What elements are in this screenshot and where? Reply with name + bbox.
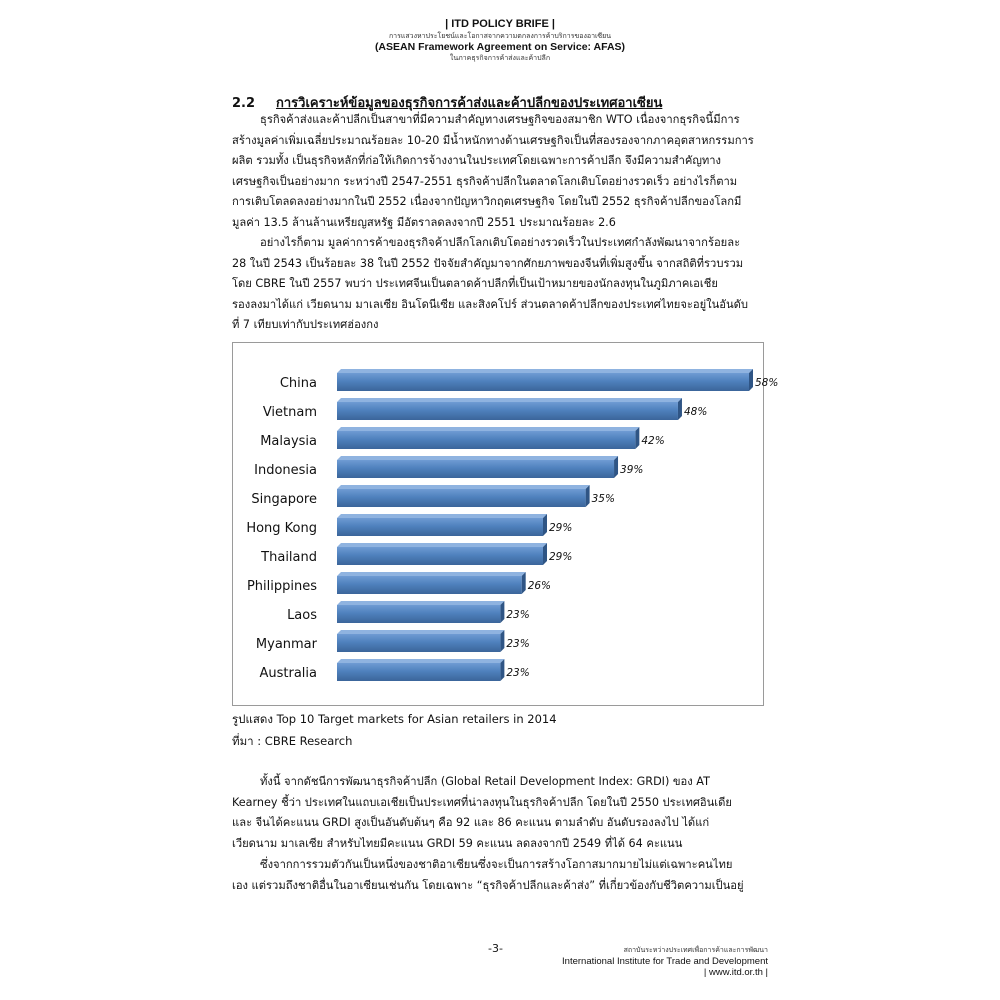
brief-title: | ITD POLICY BRIFE |: [445, 18, 555, 30]
paragraph-line: ผลิต รวมทั้ง เป็นธุรกิจหลักที่ก่อให้เกิดการจ้างงานในประเทศโดยเฉพาะการค้าปลีก จึงมีความสำคัญทาง: [232, 154, 722, 167]
category-label: Australia: [259, 666, 317, 681]
paragraph-line: มูลค่า 13.5 ล้านล้านเหรียญสหรัฐ มีอัตราลดลงจากปี 2551 ประมาณร้อยละ 2.6: [232, 215, 616, 229]
bar-top-face: [337, 601, 504, 605]
paragraph-grdi: [232, 772, 768, 854]
value-label: 23%: [506, 667, 530, 679]
paragraph-line: ซึ่งจากการรวมตัวกันเป็นหนึ่งของชาติอาเซียนซึ่งจะเป็นการสร้างโอกาสมากมายไม่แต่เฉพาะคนไทย: [260, 858, 733, 871]
category-label: Philippines: [246, 579, 317, 594]
category-label: Thailand: [261, 550, 317, 565]
bar-top-face: [337, 630, 504, 634]
paragraph-developing-markets: [232, 233, 768, 336]
figure-caption: รูปแสดง Top 10 Target markets for Asian retailers in 2014: [232, 712, 557, 726]
value-label: 48%: [683, 406, 708, 418]
bar-top-face: [337, 543, 547, 547]
target-markets-chart: [232, 342, 779, 706]
paragraph-line: เศรษฐกิจเป็นอย่างมาก ระหว่างปี 2547-2551 ธุรกิจค้าปลีกในตลาดโลกเติบโตอย่างรวดเร็ว อย่างไรก็ตาม: [232, 174, 738, 188]
category-label: Hong Kong: [246, 521, 317, 536]
paragraph-line: 28 ในปี 2543 เป็นร้อยละ 38 ในปี 2552 ปัจจัยสำคัญมาจากศักยภาพของจีนที่เพิ่มสูงขึ้น จากสถิติที่รวบรวม: [232, 256, 744, 270]
paragraph-asean-integration: [232, 855, 768, 896]
paragraph-line: ธุรกิจค้าส่งและค้าปลีกเป็นสาขาที่มีความสำคัญทางเศรษฐกิจของสมาชิก WTO เนื่องจากธุรกิจนี้มีการ: [260, 113, 740, 126]
bar-top-face: [337, 427, 639, 431]
category-label: Myanmar: [255, 637, 317, 652]
paragraph-line: ที่ 7 เทียบเท่ากับประเทศฮ่องกง: [232, 318, 379, 331]
page-footer: [562, 945, 768, 978]
category-label: Vietnam: [262, 405, 317, 420]
bar-top-face: [337, 369, 753, 373]
paragraph-line: อย่างไรก็ตาม มูลค่าการค้าของธุรกิจค้าปลีกโลกเติบโตอย่างรวดเร็วในประเทศกำลังพัฒนาจากร้อยละ: [260, 236, 741, 249]
value-label: 29%: [549, 551, 573, 563]
paragraph-retail-overview: [232, 110, 768, 233]
value-label: 58%: [755, 377, 779, 389]
bar-top-face: [337, 485, 590, 489]
page-header: [0, 18, 1000, 62]
bar-laos: [337, 605, 500, 623]
afas-title: (ASEAN Framework Agreement on Service: AFAS): [374, 40, 626, 53]
category-label: Malaysia: [260, 434, 317, 449]
bar-thailand: [337, 547, 543, 565]
bar-philippines: [337, 576, 522, 594]
bar-hong-kong: [337, 518, 543, 536]
section-title: การวิเคราะห์ข้อมูลของธุรกิจการค้าส่งและค้าปลีกของประเทศอาเซียน: [276, 96, 663, 111]
value-label: 23%: [506, 638, 530, 650]
value-label: 26%: [527, 580, 552, 592]
footer-org-thai: สถาบันระหว่างประเทศเพื่อการค้าและการพัฒนา: [623, 946, 768, 954]
paragraph-line: และ จีนได้คะแนน GRDI สูงเป็นอันดับต้นๆ คือ 92 และ 86 คะแนน ตามลำดับ อันดับรองลงไป ได้แก่: [232, 816, 710, 829]
value-label: 39%: [620, 464, 644, 476]
bar-top-face: [337, 398, 682, 402]
bar-top-face: [337, 456, 618, 460]
bar-myanmar: [337, 634, 500, 652]
category-label: Laos: [287, 608, 317, 623]
value-label: 35%: [591, 493, 615, 505]
bar-top-face: [337, 514, 547, 518]
paragraph-line: เอง แต่รวมถึงชาติอื่นในอาเซียนเช่นกัน โดยเฉพาะ “ธุรกิจค้าปลีกและค้าส่ง” ที่เกี่ยวข้องกับชีวิตความเป็นอยู่: [232, 878, 744, 892]
bar-malaysia: [337, 431, 635, 449]
bar-top-face: [337, 659, 504, 663]
brief-subtitle: การแสวงหาประโยชน์และโอกาสจากความตกลงการค้าบริการของอาเซียน: [388, 31, 612, 40]
value-label: 29%: [549, 522, 573, 534]
bar-indonesia: [337, 460, 614, 478]
paragraph-line: โดย CBRE ในปี 2557 พบว่า ประเทศจีนเป็นตลาดค้าปลีกที่เป็นเป้าหมายของนักลงทุนในภูมิภาคเอเชีย: [232, 277, 718, 290]
bar-china: [337, 373, 749, 391]
footer-website-link[interactable]: | www.itd.or.th |: [703, 967, 768, 978]
figure-source: ที่มา : CBRE Research: [232, 734, 353, 748]
paragraph-line: รองลงมาได้แก่ เวียดนาม มาเลเซีย อินโดนีเซีย และสิงคโปร์ ส่วนตลาดค้าปลีกของประเทศไทยจะอยู่ในอันดับ: [232, 297, 749, 311]
section-number: 2.2: [232, 96, 256, 111]
sector-subtitle: ในภาคธุรกิจการค้าส่งและค้าปลีก: [449, 53, 551, 62]
bar-vietnam: [337, 402, 678, 420]
paragraph-line: สร้างมูลค่าเพิ่มเฉลี่ยประมาณร้อยละ 10-20 มีน้ำหนักทางด้านเศรษฐกิจเป็นที่สองรองจากภาคอุตสาหกรรมการ: [232, 133, 754, 147]
category-label: China: [279, 376, 317, 391]
paragraph-line: เวียดนาม มาเลเซีย สำหรับไทยมีคะแนน GRDI 59 คะแนน ลดลงจากปี 2549 ที่ได้ 64 คะแนน: [232, 836, 683, 850]
category-label: Singapore: [251, 492, 317, 507]
footer-org-english: International Institute for Trade and Development: [562, 956, 768, 967]
bar-australia: [337, 663, 500, 681]
paragraph-line: Kearney ชี้ว่า ประเทศในแถบเอเชียเป็นประเทศที่น่าลงทุนในธุรกิจค้าปลีก โดยในปี 2550 ประเทศอินเดีย: [232, 795, 732, 809]
value-label: 23%: [506, 609, 530, 621]
bar-singapore: [337, 489, 586, 507]
paragraph-line: การเติบโตลดลงอย่างมากในปี 2552 เนื่องจากปัญหาวิกฤตเศรษฐกิจ โดยในปี 2552 ธุรกิจค้าปลีกของโลกมี: [232, 195, 742, 208]
value-label: 42%: [641, 435, 665, 447]
category-label: Indonesia: [254, 463, 317, 478]
paragraph-line: ทั้งนี้ จากดัชนีการพัฒนาธุรกิจค้าปลีก (Global Retail Development Index: GRDI) ของ AT: [260, 775, 710, 788]
page-number: -3-: [488, 942, 503, 955]
bar-top-face: [337, 572, 526, 576]
bar-chart-svg: [233, 343, 779, 705]
